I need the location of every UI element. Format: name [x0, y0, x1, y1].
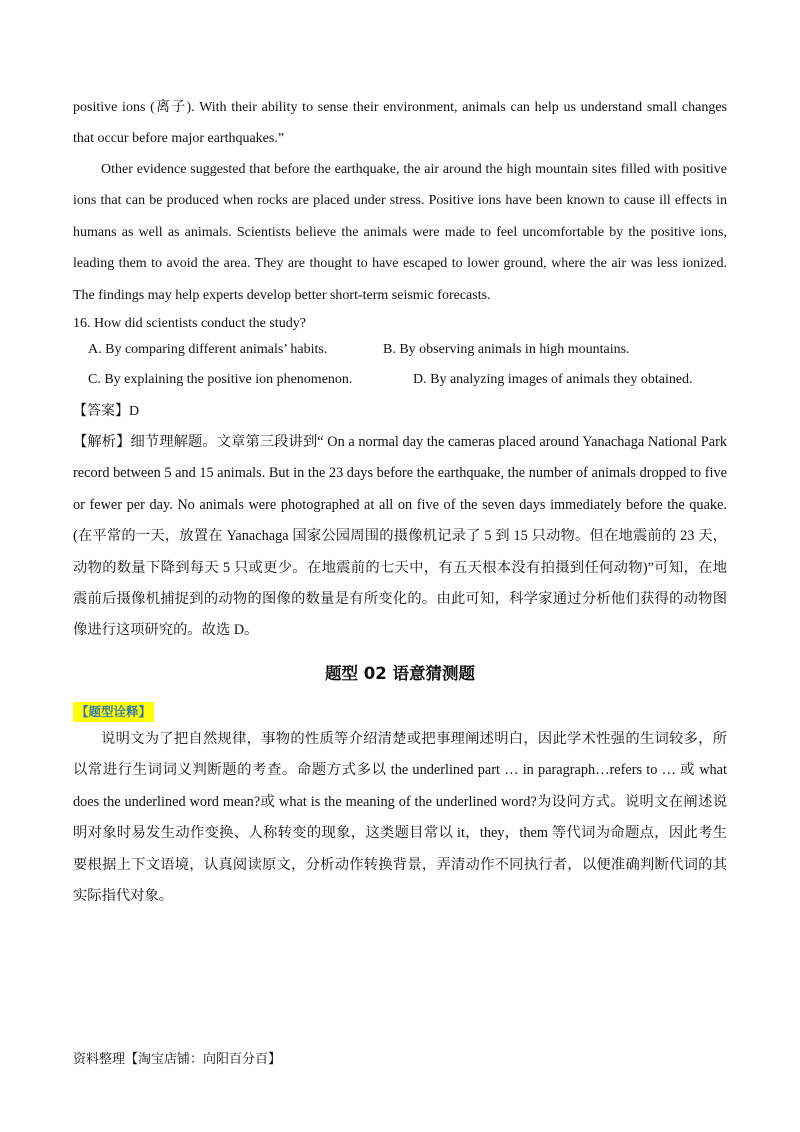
section-title: 题型 02 语意猜测题 — [325, 664, 475, 683]
section-body: 说明文为了把自然规律，事物的性质等介绍清楚或把事理阐述明白，因此学术性强的生词较多，所以常进行生词词义判断题的考查。命题方式多以 the underlined part … in paragraph…refers to … 或 what does the underlined word mean?或 what is the meaning of the underlined word?为设问方式。说明文在阐述说明对象时易发生动作变换、人称转变的现象，这类题目常以 it，they，them 等代词为命题点，因此考生要根据上下文语境，认真阅读原文，分析动作转换背景，弄清动作不同执行者，以便准确判断代词的其实际指代对象。 — [73, 731, 727, 905]
analysis-text: 【解析】细节理解题。文章第三段讲到“ On a normal day the cameras placed around Yanachaga National Park record between 5 and 15 animals. But in the 23 days before the earthquake, the number of animals dropped to five or fewer per day. No animals were photographed at all on five of the seven days immediately before the quake. (在平常的一天，放置在 Yanachaga 国家公园周围的摄像机记录了 5 到 15 只动物。但在地震前的 23 天，动物的数量下降到每天 5 只或更少。在地震前的七天中，有五天根本没有拍摄到任何动物)”可知，在地震前后摄像机捕捉到的动物的图像的数量是有所变化的。由此可知，科学家通过分析他们获得的动物图像进行这项研究的。故选 D。 — [73, 434, 727, 639]
section-badge: 【题型诠释】 — [73, 702, 154, 722]
question-stem: 16. How did scientists conduct the study? — [73, 316, 306, 331]
option-b: B. By observing animals in high mountains. — [383, 342, 630, 357]
option-c: C. By explaining the positive ion phenomenon. — [88, 372, 353, 387]
footer-text: 资料整理【淘宝店铺：向阳百分百】 — [73, 1052, 282, 1067]
passage-paragraph-evidence: Other evidence suggested that before the earthquake, the air around the high mountain sites filled with positive ions that can be produced when rocks are placed under stress. Positive ions have been known to cause ill effects in humans as well as animals. Scientists believe the animals were made to feel uncomfortable by the positive ions, leading them to avoid the area. They are thought to have escaped to lower ground, where the air was less ionized. The findings may help experts develop better short-term seismic forecasts. — [73, 162, 727, 303]
answer-label: 【答案】D — [73, 404, 140, 419]
option-d: D. By analyzing images of animals they obtained. — [413, 372, 693, 387]
passage-paragraph-continuation: positive ions (离子). With their ability to sense their environment, animals can help us understand small changes that occur before major earthquakes.” — [73, 100, 727, 147]
option-a: A. By comparing different animals’ habits. — [88, 342, 328, 357]
